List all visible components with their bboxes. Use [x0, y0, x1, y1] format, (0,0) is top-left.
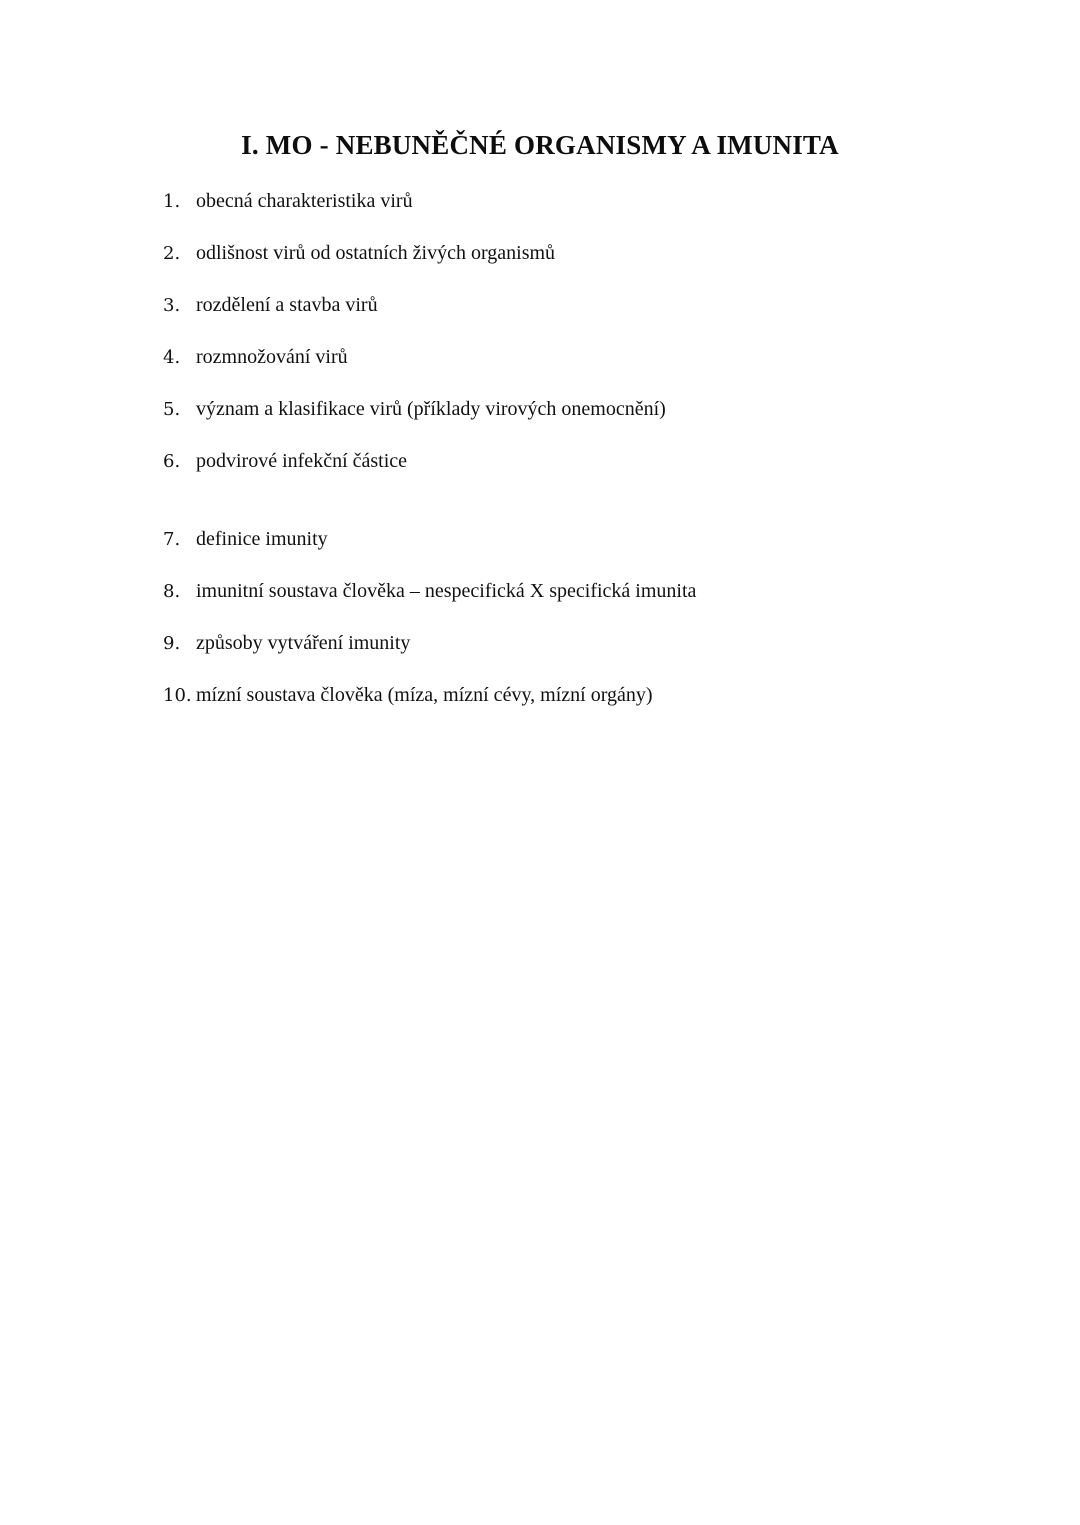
item-text: mízní soustava člověka (míza, mízní cévy, mízní orgány) [196, 684, 653, 706]
item-number: 3. [163, 295, 181, 316]
list-item [163, 292, 378, 319]
item-number: 1. [163, 191, 181, 212]
item-number: 4. [163, 347, 181, 368]
list-item [163, 188, 413, 215]
item-number: 5. [163, 399, 181, 420]
item-number: 7. [163, 529, 181, 550]
item-number: 2. [163, 243, 181, 264]
list-item [163, 682, 653, 709]
page-title: I. MO - NEBUNĚČNÉ ORGANISMY A IMUNITA [241, 130, 839, 160]
list-item [163, 578, 696, 605]
item-text: podvirové infekční částice [196, 450, 408, 472]
item-text: význam a klasifikace virů (příklady virových onemocnění) [196, 398, 666, 420]
item-text: rozdělení a stavba virů [196, 294, 378, 316]
item-number: 6. [163, 451, 181, 472]
item-number: 10. [163, 685, 192, 706]
list-item [163, 630, 410, 657]
list-item [163, 396, 666, 423]
item-text: způsoby vytváření imunity [196, 632, 411, 654]
list-item [163, 344, 348, 371]
list-item [163, 448, 407, 475]
list-item [163, 526, 328, 553]
item-text: obecná charakteristika virů [196, 190, 413, 212]
item-text: definice imunity [196, 528, 328, 550]
item-number: 9. [163, 633, 181, 654]
item-number: 8. [163, 581, 181, 602]
list-item [163, 240, 555, 267]
item-text: odlišnost virů od ostatních živých organismů [196, 242, 556, 264]
item-text: imunitní soustava člověka – nespecifická X specifická imunita [196, 580, 697, 602]
item-text: rozmnožování virů [196, 346, 348, 368]
